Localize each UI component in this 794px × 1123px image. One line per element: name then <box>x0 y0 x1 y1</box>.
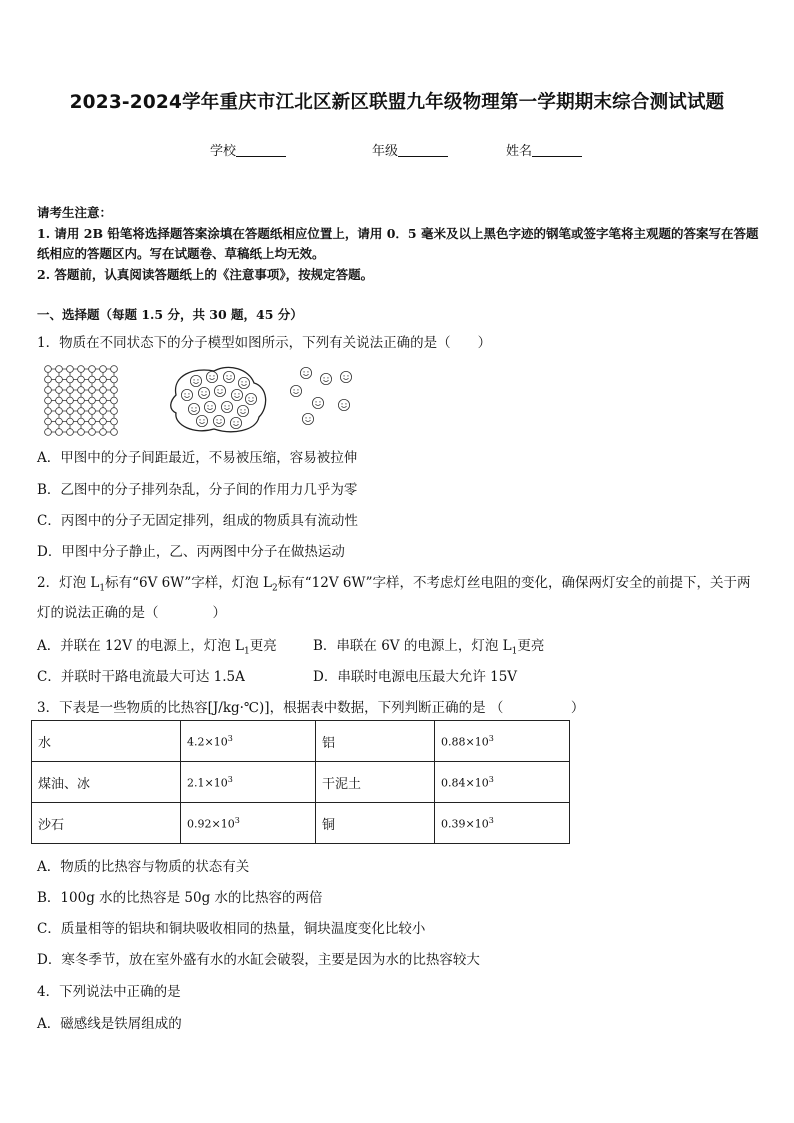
molecule <box>56 366 63 373</box>
molecule <box>67 418 74 425</box>
gas-molecules <box>290 367 351 424</box>
molecule <box>290 385 301 396</box>
molecule <box>89 408 96 415</box>
molecule <box>78 387 85 394</box>
table-cell: $0.84\times 10^3$ <box>435 762 570 803</box>
molecule <box>237 405 248 416</box>
q1-stem: 1．物质在不同状态下的分子模型如图所示，下列有关说法正确的是（ ） <box>37 335 492 351</box>
molecule <box>223 371 234 382</box>
page-title: 2023-2024学年重庆市江北区新区联盟九年级物理第一学期期末综合测试试题 <box>69 92 725 113</box>
molecule <box>56 397 63 404</box>
molecule <box>312 397 323 408</box>
grade-field <box>372 140 448 159</box>
molecule <box>100 366 107 373</box>
molecule <box>89 429 96 436</box>
molecule <box>78 408 85 415</box>
molecule <box>245 393 256 404</box>
notice-heading: 请考生注意： <box>37 205 113 220</box>
q3-option-c: C．质量相等的铝块和铜块吸收相同的热量，铜块温度变化比较小 <box>37 921 426 937</box>
molecule <box>45 397 52 404</box>
table-cell: $0.88\times 10^3$ <box>435 721 570 762</box>
molecule <box>320 373 331 384</box>
molecule <box>56 387 63 394</box>
molecule <box>302 413 313 424</box>
molecule <box>67 387 74 394</box>
molecule <box>89 418 96 425</box>
notice-item-1: 1. 请用 2B 铅笔将选择题答案涂填在答题纸相应位置上，请用 0．5 毫米及以上黑色字迹的钢笔或签字笔将主观题的答案写在答题纸相应的答题区内。写在试题卷、草稿纸上均无效。 <box>37 225 759 261</box>
molecule <box>111 397 118 404</box>
molecule <box>78 397 85 404</box>
q2-stem-part1: 2．灯泡 L <box>37 575 100 591</box>
molecule <box>238 377 249 388</box>
school-field <box>210 140 286 159</box>
table-cell: 水 <box>32 721 181 762</box>
molecule <box>78 429 85 436</box>
specific-heat-table <box>31 720 570 844</box>
molecule <box>45 387 52 394</box>
q1-option-d: D．甲图中分子静止，乙、丙两图中分子在做热运动 <box>37 544 345 560</box>
molecule-figure <box>44 365 374 437</box>
q2-option-b: B．串联在 6V 的电源上，灯泡 $L_1$更亮 <box>313 638 545 657</box>
name-label: 姓名 <box>506 144 533 159</box>
molecule <box>231 389 242 400</box>
table-cell: $0.92\times 10^3$ <box>181 803 316 844</box>
molecule <box>100 376 107 383</box>
molecule <box>100 418 107 425</box>
q2-stem-part2: 标有“6V 6W”字样，灯泡 L <box>105 575 272 591</box>
molecule <box>111 387 118 394</box>
table-cell: $4.2\times 10^3$ <box>181 721 316 762</box>
table-cell: 铜 <box>316 803 435 844</box>
molecule <box>111 418 118 425</box>
table-row <box>32 721 570 762</box>
molecule <box>89 397 96 404</box>
molecule <box>111 376 118 383</box>
q2-sub2: 2 <box>272 583 278 594</box>
q2-option-d: D．串联时电源电压最大允许 15V <box>313 669 518 685</box>
molecule <box>196 415 207 426</box>
grade-label: 年级 <box>372 144 399 159</box>
q2-option-c: C．并联时干路电流最大可达 1.5A <box>37 669 245 685</box>
q1-option-c: C．丙图中的分子无固定排列，组成的物质具有流动性 <box>37 513 358 529</box>
molecule <box>67 429 74 436</box>
q2-stem <box>37 571 759 625</box>
table-row <box>32 762 570 803</box>
molecule <box>204 401 215 412</box>
molecule <box>56 408 63 415</box>
molecule <box>338 399 349 410</box>
molecule <box>111 429 118 436</box>
molecule <box>67 366 74 373</box>
grade-blank <box>398 144 448 157</box>
name-field <box>506 140 582 159</box>
molecule <box>213 415 224 426</box>
table-cell: 干泥土 <box>316 762 435 803</box>
table-cell: 煤油、冰 <box>32 762 181 803</box>
table-cell: $0.39\times 10^3$ <box>435 803 570 844</box>
q2-option-a: A．并联在 12V 的电源上，灯泡 $L_1$更亮 <box>37 638 277 657</box>
table-row <box>32 803 570 844</box>
q3-option-a: A．物质的比热容与物质的状态有关 <box>37 859 250 875</box>
molecule <box>78 418 85 425</box>
molecule <box>78 376 85 383</box>
table-cell: 铝 <box>316 721 435 762</box>
molecule <box>300 367 311 378</box>
solid-molecule-lattice <box>45 366 118 436</box>
molecule <box>56 376 63 383</box>
molecule <box>67 397 74 404</box>
molecule <box>100 408 107 415</box>
q3-stem: 3．下表是一些物质的比热容[J/kg·℃)]，根据表中数据，下列判断正确的是 （ ） <box>37 700 585 716</box>
molecule <box>45 408 52 415</box>
q1-option-a: A．甲图中的分子间距最近，不易被压缩，容易被拉伸 <box>37 450 358 466</box>
molecule <box>230 417 241 428</box>
molecule <box>89 376 96 383</box>
molecule <box>198 387 209 398</box>
q3-option-b: B．100g 水的比热容是 50g 水的比热容的两倍 <box>37 890 323 906</box>
molecule <box>45 429 52 436</box>
molecule <box>100 429 107 436</box>
molecule <box>78 366 85 373</box>
molecule <box>214 385 225 396</box>
molecule <box>67 376 74 383</box>
molecule <box>190 375 201 386</box>
table-cell: $2.1\times 10^3$ <box>181 762 316 803</box>
q4-option-a: A．磁感线是铁屑组成的 <box>37 1016 182 1032</box>
molecule <box>181 389 192 400</box>
q4-stem: 4．下列说法中正确的是 <box>37 984 181 1000</box>
molecule <box>56 429 63 436</box>
q2-sub1: 1 <box>99 583 106 594</box>
notice-item-2: 2. 答题前，认真阅读答题纸上的《注意事项》，按规定答题。 <box>37 266 374 282</box>
molecule <box>67 408 74 415</box>
molecule <box>100 397 107 404</box>
table-cell: 沙石 <box>32 803 181 844</box>
molecule <box>45 376 52 383</box>
molecule <box>111 366 118 373</box>
notice-block <box>37 203 759 285</box>
molecule <box>89 387 96 394</box>
molecule <box>188 403 199 414</box>
liquid-molecules <box>181 371 256 428</box>
molecule <box>45 366 52 373</box>
molecule <box>221 401 232 412</box>
molecule <box>56 418 63 425</box>
school-label: 学校 <box>210 144 237 159</box>
section-heading: 一、选择题（每题 1.5 分，共 30 题，45 分） <box>37 307 303 322</box>
molecule <box>45 418 52 425</box>
molecule <box>206 371 217 382</box>
molecule <box>100 387 107 394</box>
q3-option-d: D．寒冬季节，放在室外盛有水的水缸会破裂，主要是因为水的比热容较大 <box>37 952 480 968</box>
q2-stem-part3: 标有“12V 6W”字样，不考虑灯丝电阻的变化，确保两灯安全的前提下，关于两灯的说法正确的是（ ） <box>37 575 751 621</box>
name-blank <box>532 144 582 157</box>
molecule <box>111 408 118 415</box>
molecule <box>89 366 96 373</box>
molecule <box>340 371 351 382</box>
school-blank <box>236 144 286 157</box>
q1-option-b: B．乙图中的分子排列杂乱，分子间的作用力几乎为零 <box>37 482 358 498</box>
